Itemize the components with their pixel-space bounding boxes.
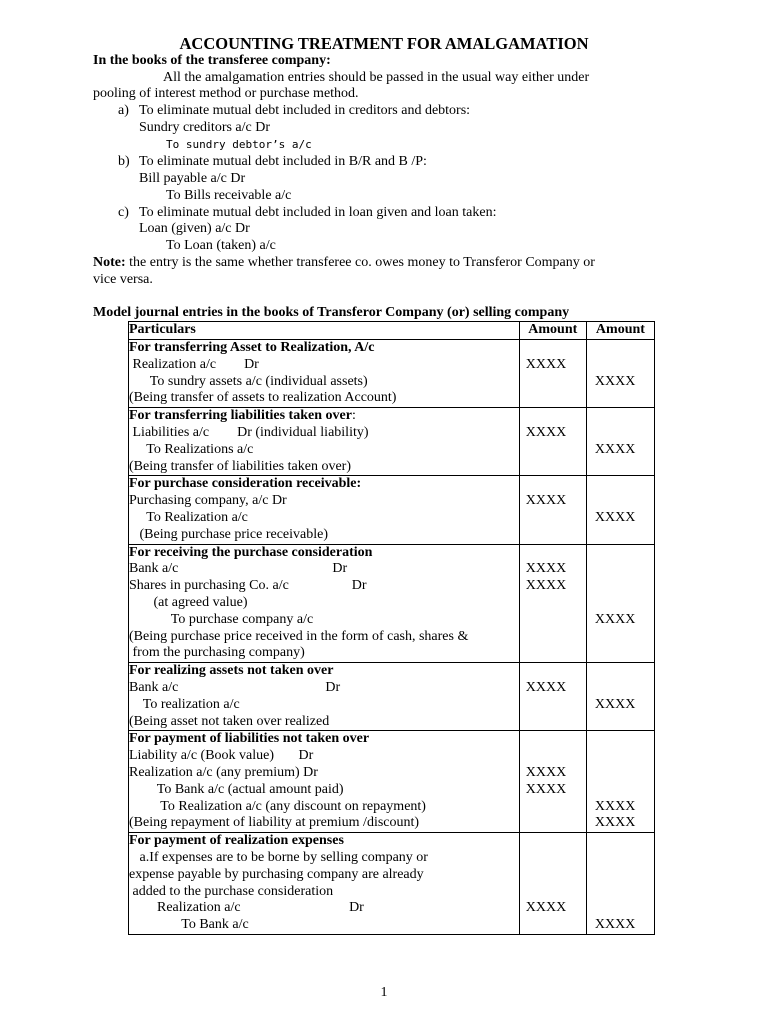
debit-amount-cell (519, 476, 586, 544)
entry-line: Realization a/c Dr (129, 900, 364, 916)
entry-line: added to the purchase consideration (129, 883, 334, 899)
item-c-text: To eliminate mutual debt included in loan given and loan taken: (139, 205, 497, 220)
debit-amount (520, 799, 586, 816)
debit-amount-cell (519, 544, 586, 663)
item-a-text: To eliminate mutual debt included in creditors and debtors: (139, 103, 471, 118)
entry-line: Purchasing company, a/c Dr (129, 493, 287, 509)
credit-amount (587, 390, 654, 407)
header-particulars: Particulars (129, 322, 520, 340)
item-b-debit: Bill payable a/c Dr (139, 171, 246, 186)
journal-entry-row (129, 476, 655, 544)
entry-line: (Being purchase price receivable) (129, 526, 329, 542)
entry-line: Realization a/c Dr (129, 356, 259, 372)
credit-amount (587, 782, 654, 799)
entry-line: To Realization a/c (any discount on repayment) (129, 798, 426, 814)
entry-line: (at agreed value) (129, 594, 248, 610)
credit-amount: XXXX (594, 798, 636, 814)
credit-amount: XXXX (594, 815, 636, 831)
credit-amount (587, 850, 654, 867)
credit-amount (587, 748, 654, 765)
debit-amount (520, 748, 586, 765)
journal-entry-row (129, 731, 655, 833)
debit-amount: XXXX (525, 764, 567, 780)
debit-amount-cell (519, 731, 586, 833)
credit-amount (587, 357, 654, 374)
entry-line: Liabilities a/c Dr (individual liability) (129, 424, 369, 440)
debit-amount: XXXX (525, 356, 567, 372)
entry-line: from the purchasing company) (129, 645, 305, 661)
credit-amount-cell (586, 544, 654, 663)
particulars-cell (129, 731, 520, 833)
entry-line: (Being transfer of assets to realization Account) (129, 390, 397, 406)
entry-line: Bank a/c Dr (129, 561, 348, 577)
item-b-text: To eliminate mutual debt included in B/R and B /P: (139, 154, 427, 169)
credit-amount (587, 561, 654, 578)
item-c-credit: To Loan (taken) a/c (166, 238, 276, 253)
note-text: the entry is the same whether transferee co. owes money to Transferor Company or (125, 255, 595, 270)
credit-amount: XXXX (594, 441, 636, 457)
item-a-marker: a) (118, 103, 129, 118)
credit-amount (587, 595, 654, 612)
entry-line: expense payable by purchasing company are already (129, 866, 424, 882)
intro-paragraph-line-1: All the amalgamation entries should be passed in the usual way either under (163, 70, 590, 85)
credit-amount (587, 645, 654, 662)
debit-amount (520, 867, 586, 884)
entry-line: a.If expenses are to be borne by selling company or (129, 849, 428, 865)
credit-amount: XXXX (594, 696, 636, 712)
journal-table (128, 321, 655, 935)
particulars-cell (129, 544, 520, 663)
entry-line: (Being transfer of liabilities taken over) (129, 458, 351, 474)
debit-amount (520, 612, 586, 629)
journal-entry-row (129, 663, 655, 731)
item-b-marker: b) (118, 154, 130, 169)
journal-heading: Model journal entries in the books of Transferor Company (or) selling company (93, 305, 570, 320)
entry-line: Realization a/c (any premium) Dr (129, 764, 318, 780)
credit-amount-cell (586, 731, 654, 833)
credit-amount-cell (586, 476, 654, 544)
debit-amount-cell (519, 408, 586, 476)
credit-amount-cell (586, 408, 654, 476)
particulars-cell (129, 408, 520, 476)
entry-heading: For payment of liabilities not taken over (129, 731, 370, 747)
debit-amount: XXXX (525, 781, 567, 797)
debit-amount (520, 815, 586, 832)
entry-line: To sundry assets a/c (individual assets) (129, 373, 368, 389)
debit-amount (520, 442, 586, 459)
debit-amount: XXXX (525, 424, 567, 440)
entry-heading: For transferring Asset to Realization, A/c (129, 340, 375, 355)
debit-amount (520, 884, 586, 901)
particulars-cell (129, 340, 520, 408)
journal-entry-row (129, 833, 655, 935)
item-b-credit: To Bills receivable a/c (166, 188, 292, 203)
entry-line: To Bank a/c (129, 917, 249, 933)
credit-amount-cell (586, 340, 654, 408)
journal-entry-row (129, 408, 655, 476)
debit-amount: XXXX (525, 578, 567, 594)
entry-line: To realization a/c (129, 696, 240, 712)
debit-amount (520, 850, 586, 867)
particulars-cell (129, 476, 520, 544)
credit-amount (587, 680, 654, 697)
credit-amount (587, 867, 654, 884)
entry-line: Liability a/c (Book value) Dr (129, 748, 314, 764)
entry-line: To Bank a/c (actual amount paid) (129, 781, 344, 797)
note-line-1 (93, 255, 595, 271)
entry-line: To Realization a/c (129, 509, 248, 525)
journal-header-row (129, 322, 655, 340)
entry-line: Shares in purchasing Co. a/c Dr (129, 578, 367, 594)
debit-amount: XXXX (525, 493, 567, 509)
credit-amount (587, 884, 654, 901)
entry-heading: For realizing assets not taken over (129, 663, 334, 679)
header-amount-credit: Amount (586, 322, 654, 340)
credit-amount (587, 765, 654, 782)
debit-amount (520, 629, 586, 646)
journal-body (129, 340, 655, 935)
credit-amount (587, 527, 654, 544)
entry-line: (Being purchase price received in the form of cash, shares & (129, 628, 469, 644)
credit-amount (587, 900, 654, 917)
debit-amount-cell (519, 663, 586, 731)
particulars-cell (129, 663, 520, 731)
credit-amount: XXXX (594, 917, 636, 933)
credit-amount: XXXX (594, 373, 636, 389)
entry-line: (Being asset not taken over realized (129, 713, 330, 729)
debit-amount (520, 374, 586, 391)
entry-line: (Being repayment of liability at premium /discount) (129, 815, 420, 831)
debit-amount (520, 714, 586, 731)
entry-line: To purchase company a/c (129, 611, 314, 627)
debit-amount (520, 645, 586, 662)
debit-amount (520, 697, 586, 714)
debit-amount: XXXX (525, 561, 567, 577)
note-label: Note: (93, 255, 126, 270)
debit-amount (520, 459, 586, 476)
particulars-cell (129, 833, 520, 935)
header-amount-debit: Amount (519, 322, 586, 340)
debit-amount (520, 595, 586, 612)
entry-heading: For payment of realization expenses (129, 833, 344, 849)
entry-heading: For receiving the purchase consideration (129, 544, 373, 560)
entry-line: Bank a/c Dr (129, 679, 341, 695)
page-number: 1 (380, 985, 388, 1000)
entry-line: To Realizations a/c (129, 441, 254, 457)
debit-amount: XXXX (525, 679, 567, 695)
debit-amount (520, 527, 586, 544)
credit-amount (587, 459, 654, 476)
item-a-debit: Sundry creditors a/c Dr (139, 120, 271, 135)
debit-amount: XXXX (525, 900, 567, 916)
debit-amount (520, 917, 586, 934)
entry-heading: For transferring liabilities taken over: (129, 408, 356, 424)
document-title: ACCOUNTING TREATMENT FOR AMALGAMATION (179, 34, 589, 53)
debit-amount (520, 390, 586, 407)
credit-amount-cell (586, 663, 654, 731)
debit-amount-cell (519, 340, 586, 408)
intro-heading: In the books of the transferee company: (93, 53, 331, 68)
note-line-2: vice versa. (93, 272, 153, 287)
journal-entry-row (129, 340, 655, 408)
entry-heading: For purchase consideration receivable: (129, 476, 362, 492)
item-c-debit: Loan (given) a/c Dr (139, 221, 250, 236)
debit-amount (520, 510, 586, 527)
intro-paragraph-line-2: pooling of interest method or purchase method. (93, 86, 359, 101)
credit-amount-cell (586, 833, 654, 935)
credit-amount: XXXX (594, 509, 636, 525)
item-c-marker: c) (118, 205, 129, 220)
journal-entry-row (129, 544, 655, 663)
debit-amount-cell (519, 833, 586, 935)
credit-amount (587, 493, 654, 510)
credit-amount (587, 425, 654, 442)
credit-amount (587, 578, 654, 595)
credit-amount (587, 714, 654, 731)
credit-amount: XXXX (594, 611, 636, 627)
credit-amount (587, 629, 654, 646)
item-a-credit: To sundry debtor’s a/c (166, 138, 312, 151)
